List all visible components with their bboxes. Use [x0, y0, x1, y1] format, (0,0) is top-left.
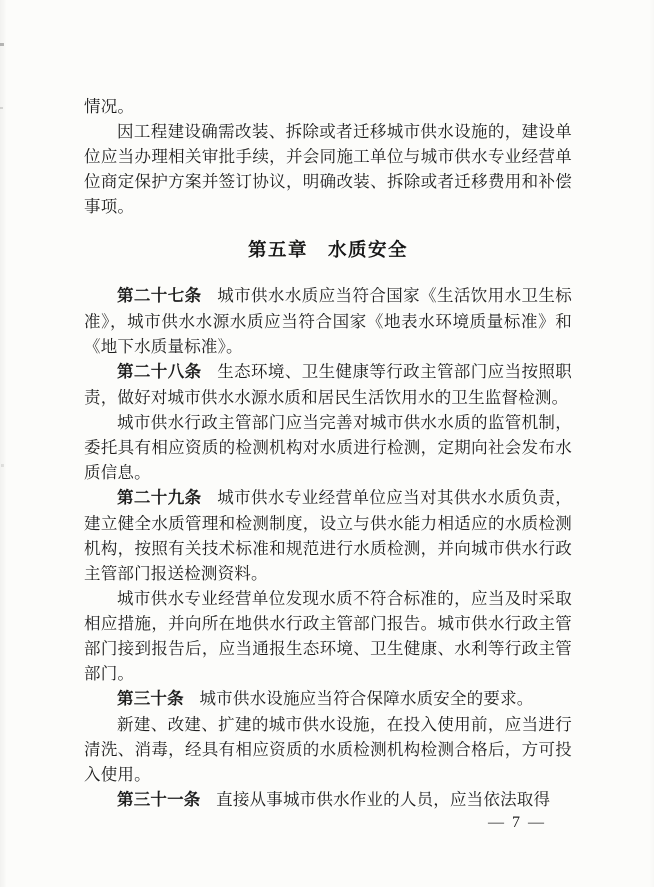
article-text: 生态环境、卫生健康等行政主管部门应当按照职责，做好对城市供水水源水质和居民生活饮用水的卫生监督检测。 — [84, 362, 573, 407]
article-number: 第三十一条 — [117, 791, 201, 809]
article-paragraph — [84, 686, 572, 712]
article-text: 城市供水设施应当符合保障水质安全的要求。 — [199, 689, 534, 708]
article-text: 直接从事城市供水作业的人员，应当依法取得 — [216, 790, 551, 809]
document-body — [84, 94, 572, 813]
scan-artifact — [0, 43, 4, 46]
page-number: — 7 — — [488, 814, 546, 831]
article-number: 第二十八条 — [117, 363, 202, 381]
article-paragraph — [84, 283, 572, 359]
body-paragraph: 城市供水专业经营单位发现水质不符合标准的，应当及时采取相应措施，并向所在地供水行政主管部门报告。城市供水行政主管部门接到报告后，应当通报生态环境、卫生健康、水利等行政主管部门。 — [84, 589, 572, 683]
scan-artifact — [1, 464, 4, 467]
body-paragraph: 新建、改建、扩建的城市供水设施，在投入使用前，应当进行清洗、消毒，经具有相应资质的水质检测机构检测合格后，方可投入使用。 — [84, 715, 572, 784]
body-paragraph: 城市供水行政主管部门应当完善对城市供水水质的监管机制，委托具有相应资质的检测机构对水质进行检测，定期向社会发布水质信息。 — [84, 413, 572, 482]
scan-artifact — [0, 107, 3, 109]
body-paragraph: 因工程建设确需改装、拆除或者迁移城市供水设施的，建设单位应当办理相关审批手续，并会同施工单位与城市供水专业经营单位商定保护方案并签订协议，明确改装、拆除或者迁移费用和补偿事项。 — [84, 122, 572, 216]
article-number: 第二十九条 — [117, 489, 202, 507]
article-text: 城市供水专业经营单位应当对其供水水质负责，建立健全水质管理和检测制度，设立与供水能力相适应的水质检测机构，按照有关技术标准和规范进行水质检测，并向城市供水行政主管部门报送检测资料。 — [84, 488, 573, 583]
body-paragraph: 情况。 — [84, 97, 135, 116]
article-paragraph — [84, 359, 572, 410]
article-paragraph — [84, 787, 572, 813]
chapter-heading: 第五章 水质安全 — [247, 239, 408, 260]
article-text: 城市供水水质应当符合国家《生活饮用水卫生标准》，城市供水水源水质应当符合国家《地表水环境质量标准》和《地下水质量标准》。 — [84, 286, 573, 356]
intro-paragraphs — [84, 94, 572, 219]
article-number: 第二十七条 — [117, 287, 202, 305]
article-number: 第三十条 — [117, 690, 184, 708]
section-paragraphs — [84, 283, 572, 813]
article-paragraph — [84, 485, 572, 586]
